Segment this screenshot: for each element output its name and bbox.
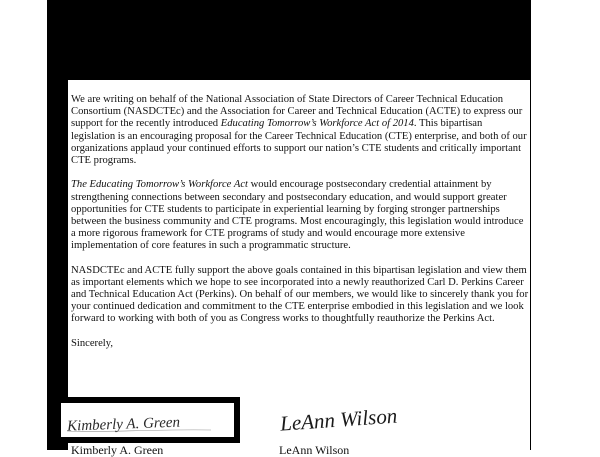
redaction-bar-top	[47, 0, 531, 80]
signature-left	[61, 403, 234, 437]
redaction-bar-left	[47, 0, 68, 450]
paragraph-text: We are writing on behalf of the National Association of State Directors of Career Technical Education Consortium (NASDCTEc) and the Association for Career and Technical Education (ACTE) to express our support for the recently introduced	[71, 94, 523, 130]
letter-paragraph	[71, 179, 529, 252]
paragraph-text: NASDCTEc and ACTE fully support the above goals contained in this bipartisan legislation and view them as important elements which we hope to see incorporated into a newly reauthorized Carl D. Perkins Career and Technical Education Act (Perkins). On behalf of our members, we would like to sincerely thank you for your continued dedication and commitment to the CTE enterprise embodied in this legislation and we look forward to working with both of you as Congress works to thoughtfully reauthorize the Perkins Act.	[71, 264, 529, 325]
italic-title-text: The Educating Tomorrow’s Workforce Act	[71, 179, 248, 191]
svg-text:Kimberly A. Green: Kimberly A. Green	[66, 414, 181, 435]
signature-right	[278, 401, 399, 437]
svg-text:LeAnn Wilson: LeAnn Wilson	[279, 403, 399, 436]
italic-title-text: Educating Tomorrow’s Workforce Act of 2014	[220, 118, 414, 130]
letter-body	[71, 94, 529, 362]
letter-paragraph	[71, 94, 529, 167]
signer-name-right: LeAnn Wilson	[279, 443, 350, 457]
page-edge-right	[530, 0, 531, 450]
signer-name-left: Kimberly A. Green	[71, 443, 164, 457]
paragraph-text: would encourage postsecondary credential attainment by strengthening connections between secondary and postsecondary education, and would support greater opportunities for CTE students to participate in experiential learning by forging stronger partnerships between the business community and CTE programs. Most encouragingly, this legislation would introduce a more rigorous framework for CTE programs of study and would encourage more extensive implementation of core features in such a programmatic structure.	[71, 179, 524, 252]
letter-closing: Sincerely,	[71, 337, 113, 349]
letter-paragraph	[71, 265, 529, 326]
signature-box-left	[55, 397, 240, 443]
paragraph-text: . This bipartisan legislation is an encouraging proposal for the Career Technical Education (CTE) enterprise, and both of our organizations applaud your continued efforts to support our nation’s CTE students and critically important CTE programs.	[71, 118, 527, 167]
